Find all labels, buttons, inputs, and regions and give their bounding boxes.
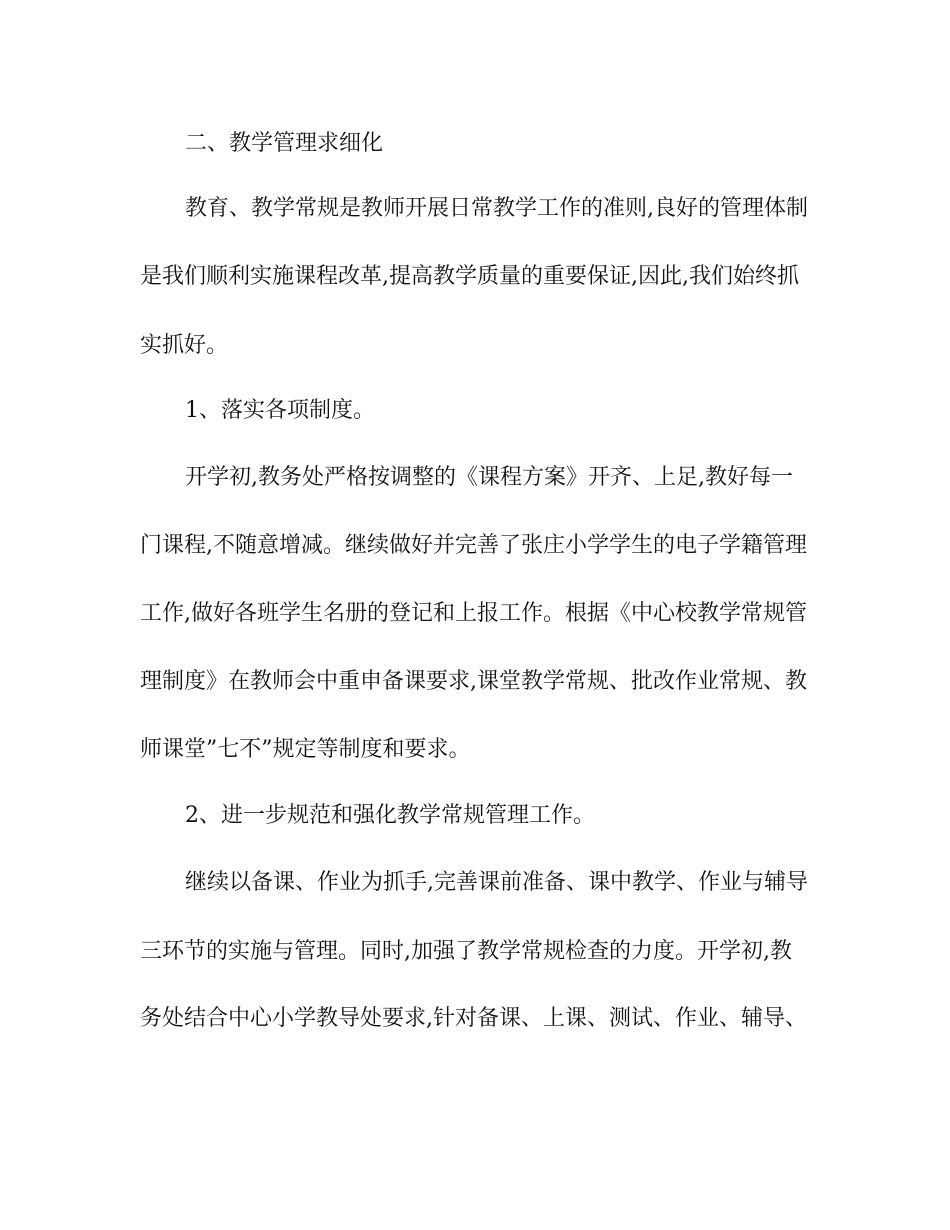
subsection-heading: 2、进一步规范和强化教学常规管理工作。 [185,803,595,828]
paragraph-line: 理制度》在教师会中重申备课要求,课堂教学常规、批改作业常规、教 [140,669,807,694]
paragraph-line: 实抓好。 [140,333,229,358]
section-heading: 二、教学管理求细化 [185,131,384,156]
paragraph-line: 继续以备课、作业为抓手,完善课前准备、课中教学、作业与辅导 [185,870,808,895]
subsection-heading: 1、落实各项制度。 [185,398,375,423]
paragraph-line: 师课堂”七不”规定等制度和要求。 [140,737,471,762]
paragraph-line: 三环节的实施与管理。同时,加强了教学常规检查的力度。开学初,教 [140,939,792,964]
paragraph-line: 教育、教学常规是教师开展日常教学工作的准则,良好的管理体制 [185,196,808,221]
paragraph-line: 门课程,不随意增减。继续做好并完善了张庄小学学生的电子学籍管理 [140,533,807,558]
paragraph-line: 工作,做好各班学生名册的登记和上报工作。根据《中心校教学常规管 [140,601,807,626]
paragraph-line: 务处结合中心小学教导处要求,针对备课、上课、测试、作业、辅导、 [140,1006,807,1031]
paragraph-line: 是我们顺利实施课程改革,提高教学质量的重要保证,因此,我们始终抓 [140,264,799,289]
paragraph-line: 开学初,教务处严格按调整的《课程方案》开齐、上足,教好每一 [185,465,793,490]
